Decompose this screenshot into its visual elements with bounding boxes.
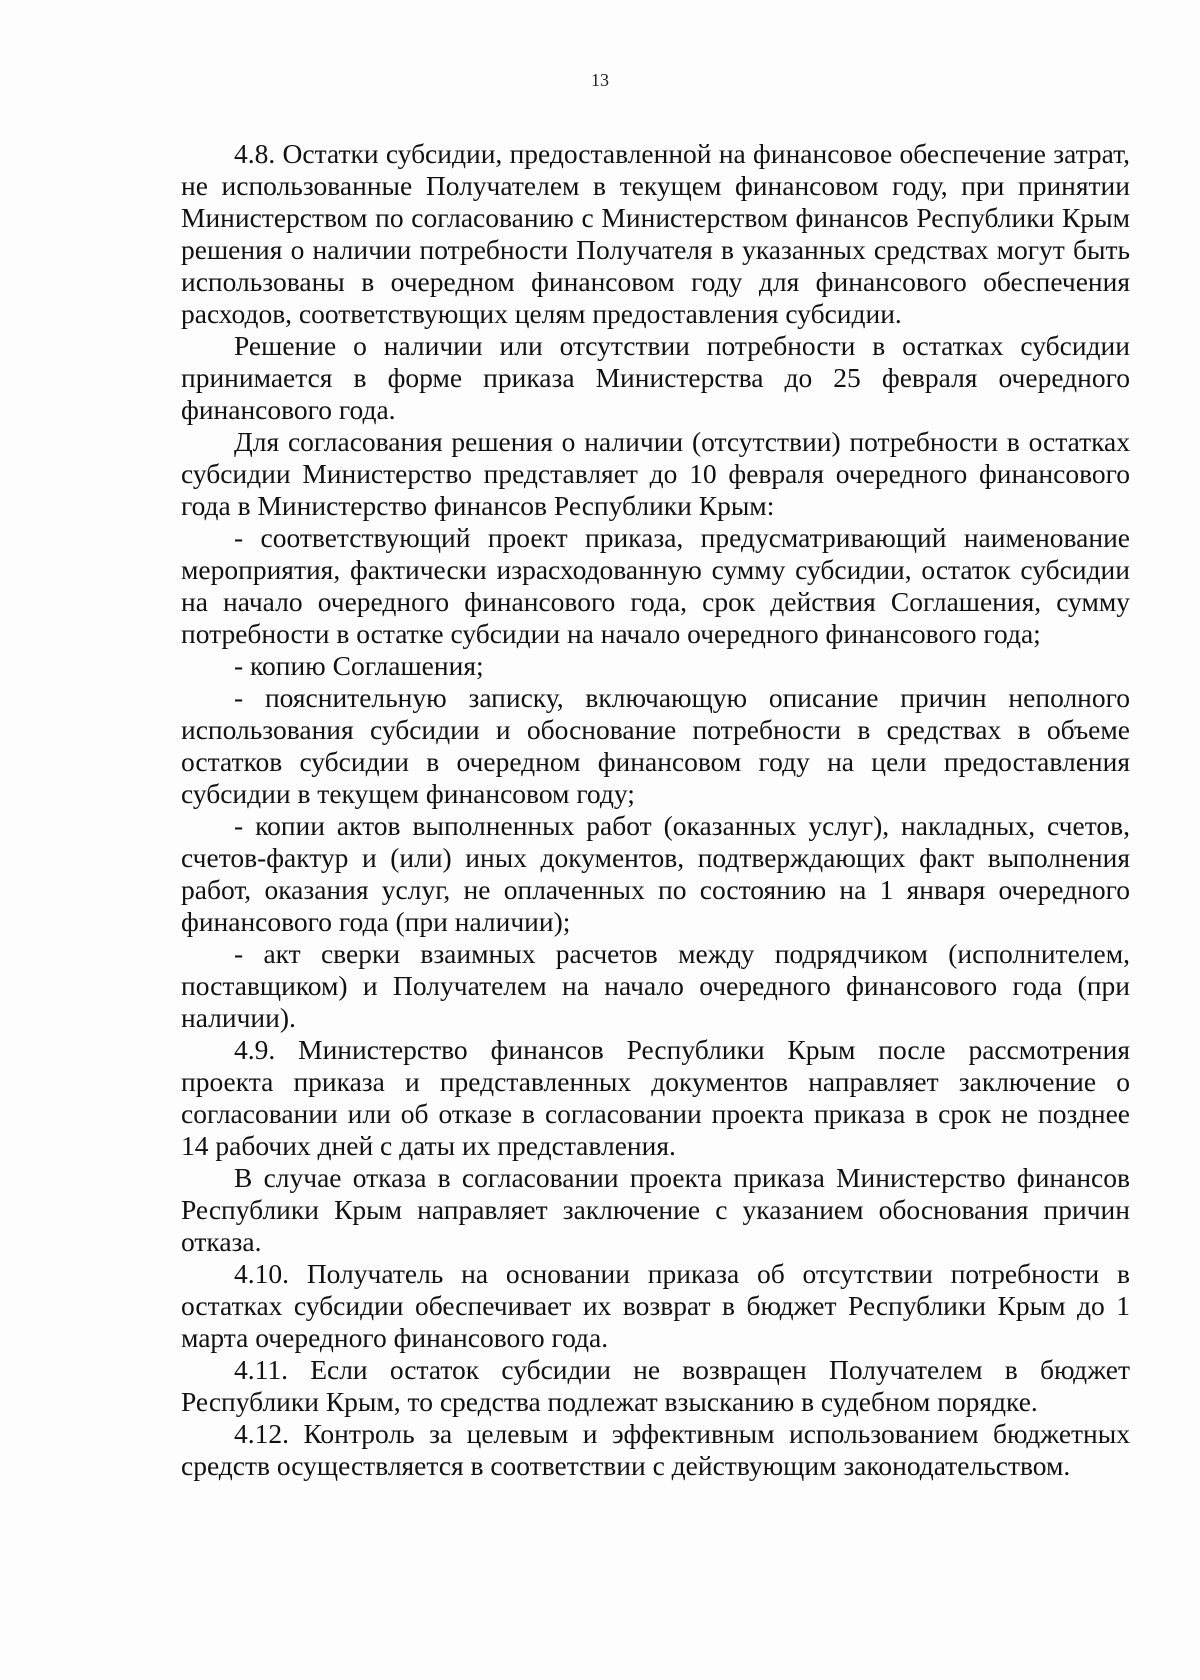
paragraph-4-9: 4.9. Министерство финансов Республики Крым после рассмотрения проекта приказа и представленных документов направляет заключение о согласовании или об отказе в согласовании проекта приказа в срок не позднее 14 рабочих дней с даты их представления. xyxy=(181,1034,1130,1161)
list-item-explanatory-note: - пояснительную записку, включающую описание причин неполного использования субсидии и обоснование потребности в средствах в объеме остатков субсидии в очередном финансовом году на цели предоставления субсидии в текущем финансовом году; xyxy=(181,682,1130,809)
list-item-draft-order: - соответствующий проект приказа, предусматривающий наименование мероприятия, фактически израсходованную сумму субсидии, остаток субсидии на начало очередного финансового года, срок действия Соглашения, сумму потребности в остатке субсидии на начало очередного финансового года; xyxy=(181,522,1130,649)
paragraph-4-12: 4.12. Контроль за целевым и эффективным использованием бюджетных средств осуществляется в соответствии с действующим законодательством. xyxy=(181,1418,1130,1481)
list-item-agreement-copy: - копию Соглашения; xyxy=(234,650,484,681)
list-item-acts-copies: - копии актов выполненных работ (оказанных услуг), накладных, счетов, счетов-фактур и (или) иных документов, подтверждающих факт выполнения работ, оказания услуг, не оплаченных по состоянию на 1 января очередного финансового года (при наличии); xyxy=(181,810,1130,937)
page-number: 13 xyxy=(591,70,609,90)
paragraph-refusal: В случае отказа в согласовании проекта приказа Министерство финансов Республики Крым направляет заключение с указанием обоснования причин отказа. xyxy=(181,1162,1130,1257)
list-item-reconciliation-act: - акт сверки взаимных расчетов между подрядчиком (исполнителем, поставщиком) и Получателем на начало очередного финансового года (при наличии). xyxy=(181,938,1130,1033)
paragraph-decision: Решение о наличии или отсутствии потребности в остатках субсидии принимается в форме приказа Министерства до 25 февраля очередного финансового года. xyxy=(181,330,1130,425)
paragraph-4-11: 4.11. Если остаток субсидии не возвращен Получателем в бюджет Республики Крым, то средства подлежат взысканию в судебном порядке. xyxy=(181,1354,1130,1417)
paragraph-4-10: 4.10. Получатель на основании приказа об отсутствии потребности в остатках субсидии обеспечивает их возврат в бюджет Республики Крым до 1 марта очередного финансового года. xyxy=(181,1258,1130,1353)
paragraph-approval: Для согласования решения о наличии (отсутствии) потребности в остатках субсидии Министерство представляет до 10 февраля очередного финансового года в Министерство финансов Республики Крым: xyxy=(181,426,1130,521)
document-body xyxy=(181,138,1130,1482)
paragraph-4-8: 4.8. Остатки субсидии, предоставленной на финансовое обеспечение затрат, не использованные Получателем в текущем финансовом году, при принятии Министерством по согласованию с Министерством финансов Республики Крым решения о наличии потребности Получателя в указанных средствах могут быть использованы в очередном финансовом году для финансового обеспечения расходов, соответствующих целям предоставления субсидии. xyxy=(181,138,1130,329)
